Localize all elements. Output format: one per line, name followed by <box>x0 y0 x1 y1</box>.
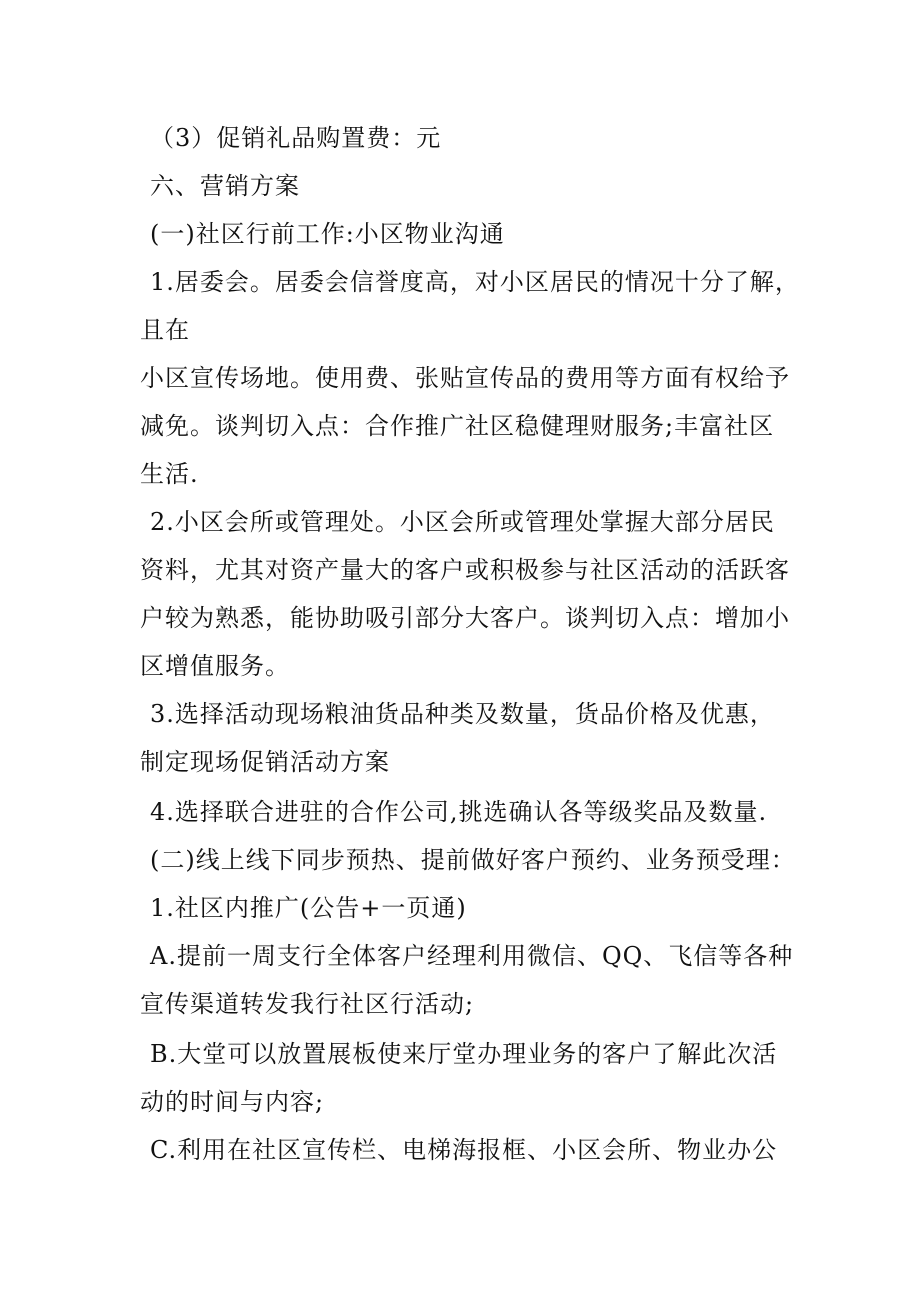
text-line: 区增值服务。 <box>140 652 290 680</box>
text-line: 资料，尤其对资产量大的客户或积极参与社区活动的活跃客 <box>140 556 790 584</box>
text-line: 3.选择活动现场粮油货品种类及数量，货品价格及优惠， <box>150 700 775 728</box>
text-line: 生活. <box>140 460 199 488</box>
subsection-heading: (一)社区行前工作:小区物业沟通 <box>150 220 505 248</box>
subsection-heading: (二)线上线下同步预热、提前做好客户预约、业务预受理： <box>150 846 796 874</box>
text-line: 减免。谈判切入点：合作推广社区稳健理财服务;丰富社区 <box>140 412 775 440</box>
text-line: 1.居委会。居委会信誉度高，对小区居民的情况十分了解， <box>150 268 800 296</box>
text-line: （3）促销礼品购置费：元 <box>150 124 442 152</box>
text-line: C.利用在社区宣传栏、电梯海报框、小区会所、物业办公 <box>150 1136 778 1164</box>
text-line: 户较为熟悉，能协助吸引部分大客户。谈判切入点：增加小 <box>140 604 790 632</box>
text-line: 宣传渠道转发我行社区行活动; <box>140 990 475 1018</box>
text-line: A.提前一周支行全体客户经理利用微信、QQ、飞信等各种 <box>150 942 794 970</box>
text-line: 制定现场促销活动方案 <box>140 748 390 776</box>
text-line: B.大堂可以放置展板使来厅堂办理业务的客户了解此次活 <box>150 1040 778 1068</box>
section-heading: 六、营销方案 <box>150 172 300 200</box>
text-line: 小区宣传场地。使用费、张贴宣传品的费用等方面有权给予 <box>140 364 790 392</box>
text-line: 且在 <box>140 316 190 344</box>
text-line: 2.小区会所或管理处。小区会所或管理处掌握大部分居民 <box>150 508 775 536</box>
text-line: 4.选择联合进驻的合作公司,挑选确认各等级奖品及数量. <box>150 798 768 826</box>
text-line: 动的时间与内容; <box>140 1088 325 1116</box>
text-line: 1.社区内推广(公告+一页通) <box>150 894 467 922</box>
